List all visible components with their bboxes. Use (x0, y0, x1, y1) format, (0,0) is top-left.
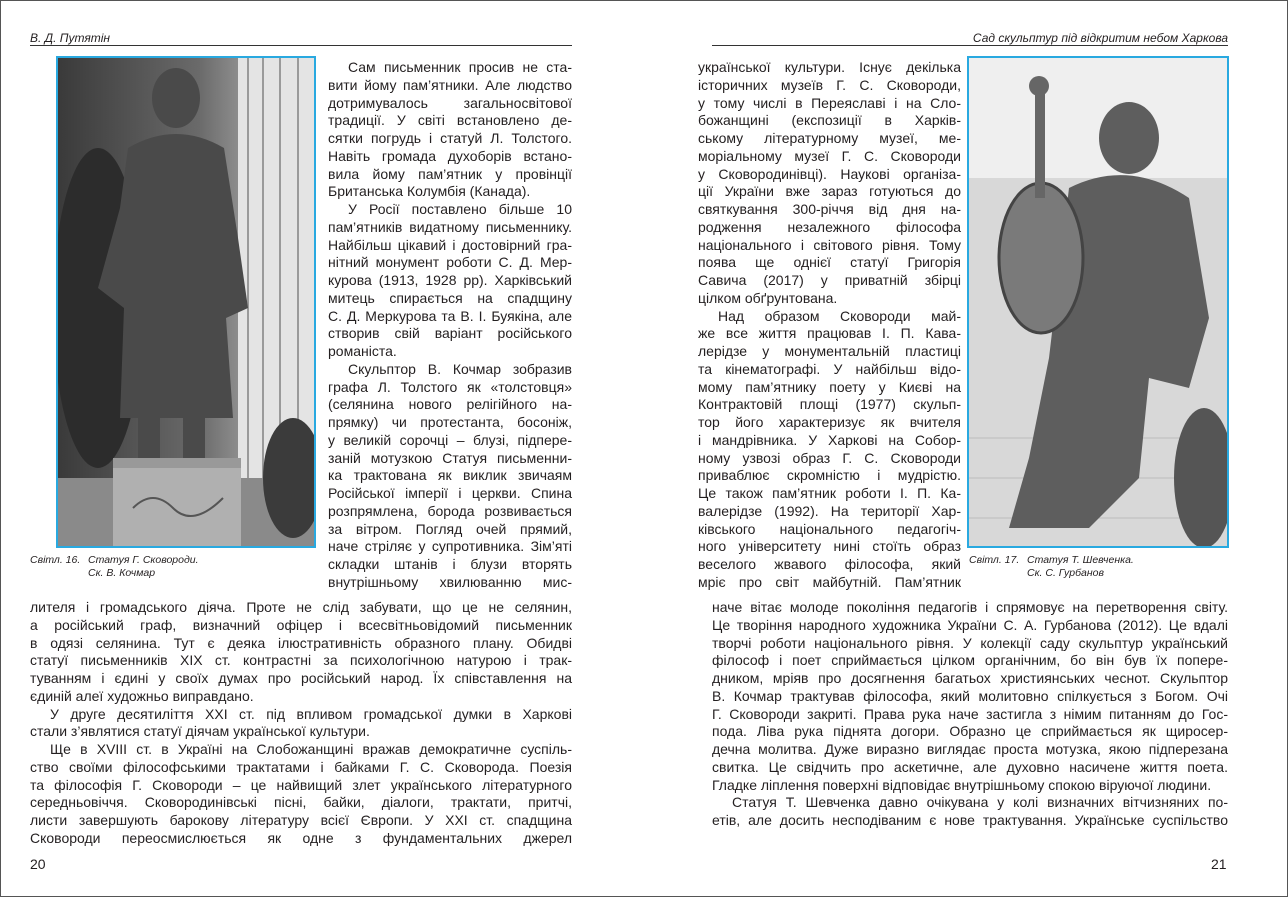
text-line: графа Л. Толстого як «толстовця» (328, 378, 572, 395)
text-line: української культури. Існує декілька (698, 59, 961, 75)
page-number-right: 21 (1211, 856, 1227, 872)
text-line: тор його характеризує як вчителя (698, 414, 961, 430)
text-line: складки штанів і блузи вторять (328, 556, 572, 572)
text-line: творчі роботи національного рівня. У колекції саду скульптур український (712, 634, 1228, 651)
text-line: заній мотузкою Статуя письменни- (328, 449, 572, 466)
text-line: єдиній алеї художньо виправдано. (30, 687, 254, 704)
text-line: розпрямлена, борода розвивається (328, 502, 572, 519)
figure-caption-16 (30, 554, 199, 580)
text-line: же все життя працював І. П. Кава- (698, 325, 961, 342)
text-line: дотримувалось загальносвітової (328, 94, 572, 111)
text-line: Сам письменник просив не ста- (348, 59, 572, 75)
text-line: В. Кочмар трактував філософа, який молитовно спілкується з Богом. Очі (712, 687, 1228, 704)
text-line: дником, мріяв про досягнення багатьох християнських чеснот. Скульптор (712, 670, 1228, 686)
text-line: у Сковородинівці). Наукові організа- (698, 165, 961, 182)
text-line: Контрактовій площі (1977) скульп- (698, 396, 961, 413)
photo-skovoroda-statue (56, 56, 316, 548)
text-line: ції України вже зараз готуються до (698, 183, 961, 200)
figure-credit: Ск. В. Кочмар (88, 567, 156, 579)
text-line: у великій сорочці – блузі, підпере- (328, 431, 572, 448)
text-line: сятки погрудь і статуй Л. Толстого. (328, 130, 572, 146)
text-line: святкування 300-річчя від дня на- (698, 201, 961, 217)
text-line: вити йому пам’ятники. Але людство (328, 76, 572, 93)
text-line: Це також пам’ятник роботи І. П. Ка- (698, 485, 961, 501)
text-line: стали з’являтися статуї діячам української культури. (30, 723, 370, 740)
text-line: національного і світового рівня. Тому (698, 236, 961, 253)
text-line: Сковороди переосмислюється як одне з фундаментальних джерел (30, 829, 572, 846)
text-line: курова (1913, 1928 рр). Харківський (328, 272, 572, 288)
text-line: філософ і поет сприймається цілком органічним, бо він був їх попере- (712, 652, 1228, 669)
text-line: в одязі селянина. Тут є деяка ілюстративність образного плану. Обидві (30, 634, 572, 651)
figure-title: Статуя Т. Шевченка. (1027, 554, 1134, 566)
text-line: приваблює скромністю і мудрістю. (698, 467, 961, 484)
text-line: романіста. (328, 343, 397, 359)
text-line: створив свій варіант російського (328, 325, 572, 342)
running-head-right: Сад скульптур під відкритим небом Харкова (972, 31, 1228, 45)
text-line: мріє про світ майбутній. Пам’ятник (698, 573, 961, 590)
text-line: Британська Колумбія (Канада). (328, 183, 531, 200)
text-line: туванням і єдині у своїх думах про російський народ. Їх співставлення на (30, 670, 572, 686)
text-line: статуї письменників XIX ст. контрастні за психологічною натурою і трак- (30, 652, 572, 669)
figure-number: Світл. 16. (30, 554, 81, 566)
text-line: а російський граф, визначний офіцер і всесвітньовідомий письменник (30, 616, 572, 633)
text-line: Гладке ліплення поверхні відповідає внутрішньому спокою віруючої людини. (712, 776, 1212, 793)
text-line: митець спирається на спадщину (328, 289, 572, 306)
text-line: Ще в XVIII ст. в Україні на Слобожанщині вражав демократичне суспіль- (50, 741, 572, 757)
text-line: Статуя Т. Шевченка давно очікувана у колі визначних вітчизняних по- (732, 794, 1228, 811)
text-line: середньовіччя. Сковородинівські пісні, байки, діалоги, трактати, притчі, (30, 794, 572, 811)
text-line: цілком обґрунтована. (698, 289, 838, 306)
text-line: Савича (2017) у приватній збірці (698, 272, 961, 288)
text-line: лителя і громадського діяча. Проте не слід забувати, що це не селянин, (30, 599, 572, 615)
text-line: валерідзе (1992). На території Хар- (698, 502, 961, 519)
photo-shevchenko-statue (967, 56, 1229, 548)
text-line: нітний монумент роботи С. Д. Мер- (328, 254, 572, 271)
header-rule-left (30, 45, 572, 46)
text-line: історичних музеїв Г. С. Сковороди, (698, 76, 961, 93)
text-line: Навіть громада духоборів встано- (328, 147, 572, 164)
text-line: Найбільш цікавий і достовірний гра- (328, 236, 572, 253)
text-line: та філософія Г. Сковороди – це найвищий злет українського літературного (30, 776, 572, 793)
text-line: наче стріляє у супротивника. Зім’яті (328, 538, 572, 555)
text-line: ство своїми філософськими трактатами і байками Г. С. Сковорода. Поезія (30, 758, 572, 775)
text-line: С. Д. Меркурова та В. І. Буякіна, але (328, 307, 572, 324)
text-line: божанщині (експозиції в Харків- (698, 112, 961, 129)
header-rule-right (712, 45, 1228, 46)
text-line: ському літературному музеї, ме- (698, 130, 961, 146)
text-line: родження незалежного філософа (698, 218, 961, 235)
text-line: ка трактована як виклик звичаям (328, 467, 572, 484)
figure-number: Світл. 17. (969, 554, 1020, 566)
figure-title: Статуя Г. Сковороди. (88, 554, 199, 566)
text-line: вила йому пам’ятник у провінції (328, 165, 572, 182)
text-line: і мандрівника. У Харкові на Собор- (698, 431, 961, 448)
text-line: Скульптор В. Кочмар зобразив (348, 360, 572, 377)
text-line: пода. Ліва рука піднята догори. Образно це сприймається як щиросер- (712, 723, 1228, 740)
text-line: (селянина нового релігійного на- (328, 396, 572, 413)
text-line: У Росії поставлено більше 10 (348, 201, 572, 217)
running-head-left: В. Д. Путятін (30, 31, 111, 45)
text-line: Г. Сковороди закриті. Права рука наче застигла з німим питанням до Гос- (712, 705, 1228, 722)
text-line: Російської імперії і церкви. Спина (328, 485, 572, 501)
text-line: моріальному музеї Г. С. Сковороди (698, 147, 961, 164)
page-number-left: 20 (30, 856, 46, 872)
text-line: внутрішньому хвилюванню мис- (328, 573, 572, 590)
text-line: традиції. У світі встановлено де- (328, 112, 572, 129)
figure-caption-17 (969, 554, 1134, 580)
text-line: у тому числі в Переяславі і на Сло- (698, 94, 961, 111)
figure-credit: Ск. С. Гурбанов (1027, 567, 1104, 579)
text-line: ному узвозі образ Г. С. Сковороди (698, 449, 961, 466)
text-line: та кінематографі. У найбільш відо- (698, 360, 961, 377)
text-line: ківського національного педагогіч- (698, 520, 961, 537)
text-line: мому пам’ятнику поету у Києві на (698, 378, 961, 395)
text-line: Це творіння народного художника України С. А. Гурбанова (2012). Це вдалі (712, 616, 1228, 633)
text-line: веселого жвавого філософа, який (698, 556, 961, 572)
text-line: ного університету нині стоїть образ (698, 538, 961, 555)
text-line: лерідзе у монументальній пластиці (698, 343, 961, 359)
text-line: за вітром. Погляд очей прямий, (328, 520, 572, 537)
text-line: дечна молитва. Дуже виразно виглядає проста мотузка, якою підперезана (712, 741, 1228, 757)
text-line: прямку) чи протестанта, босоніж, (328, 414, 572, 430)
text-line: Над образом Сковороди май- (718, 307, 961, 324)
text-line: свитка. Це свідчить про аскетичне, але духовно насичене життя поета. (712, 758, 1228, 775)
text-line: етів, але досить несподіваним є нове трактування. Українське суспільство (712, 812, 1228, 828)
text-line: У друге десятиліття XXI ст. під впливом громадської думки в Харкові (50, 705, 572, 722)
text-line: пам’ятників видатному письменнику. (328, 218, 572, 235)
text-line: наче вітає молоде покоління педагогів і спрямовує на перетворення світу. (712, 599, 1228, 615)
text-line: листи завершують барокову літературу всієї Європи. У XXI ст. спадщина (30, 812, 572, 828)
text-line: поява ще однієї статуї Григорія (698, 254, 961, 271)
